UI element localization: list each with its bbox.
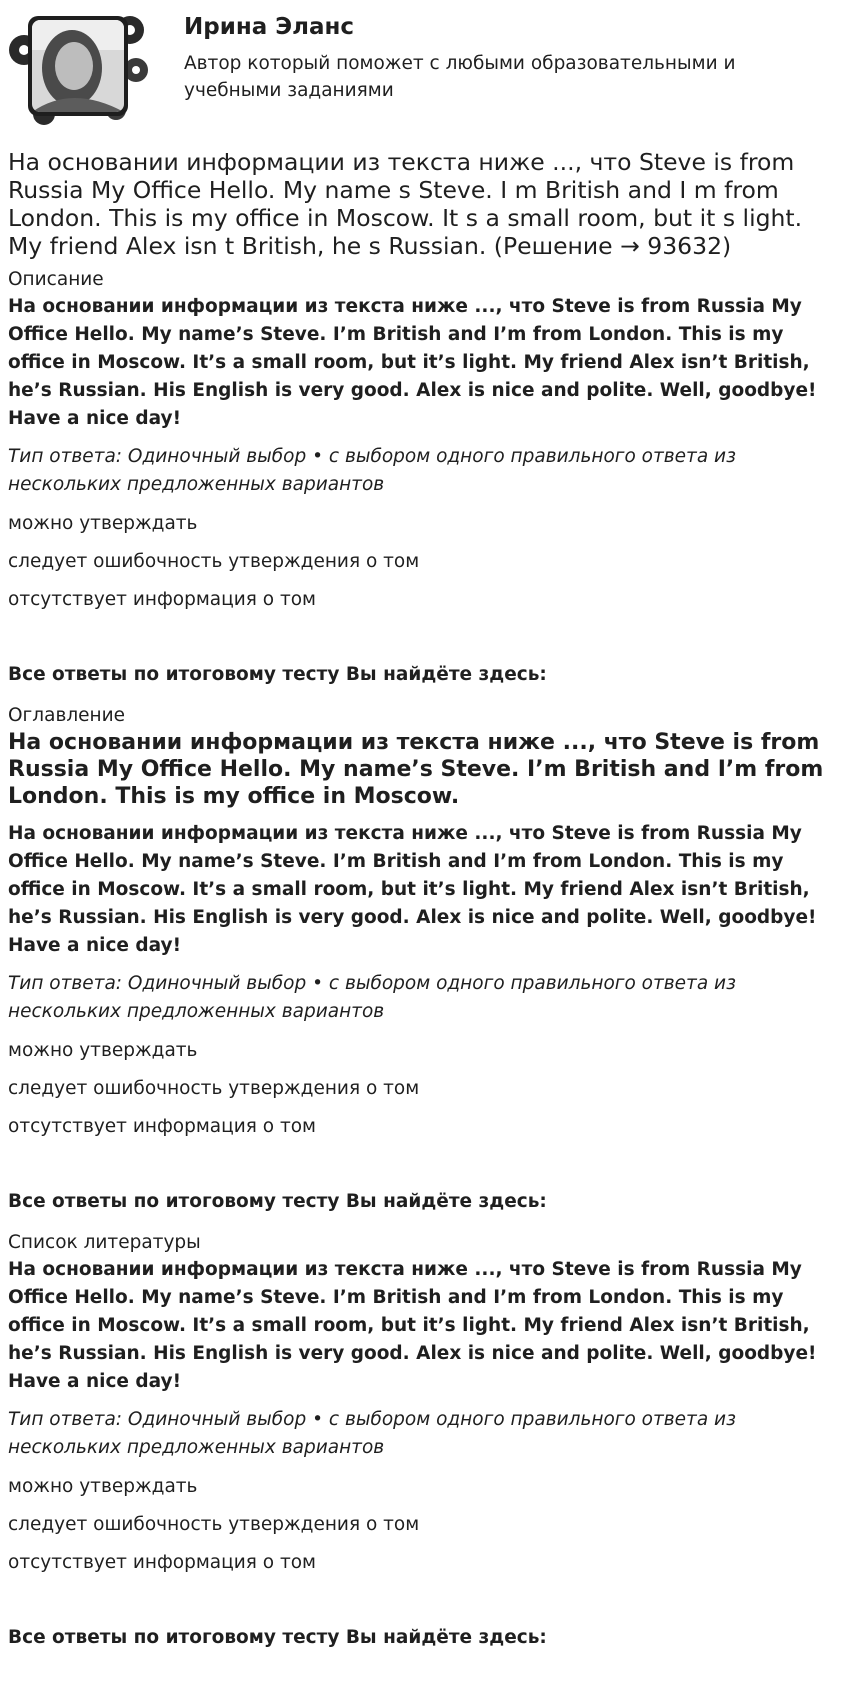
section-label-description: Описание (8, 269, 104, 290)
author-description: Автор который поможет с любыми образовательными и учебными заданиями (184, 53, 736, 101)
contents-heading: На основании информации из текста ниже ..., что Steve is from Russia My Office Hello. My name’s Steve. I’m British and I’m from London. This is my office in Moscow. (8, 730, 824, 809)
author-card (0, 0, 847, 132)
answers-link-text: Все ответы по итоговому тесту Вы найдёте здесь: (8, 1191, 547, 1212)
answer-option: можно утверждать (8, 513, 198, 534)
answer-option: отсутствует информация о том (8, 1116, 316, 1137)
question-text: На основании информации из текста ниже ..., что Steve is from Russia My Office Hello. My name’s Steve. I’m British and I’m from London. This is my office in Moscow. It’s a small room, but it’s light. My friend Alex isn’t British, he’s Russian. His English is very good. Alex is nice and polite. Well, goodbye! Have a nice day! (8, 1259, 817, 1392)
answer-option: следует ошибочность утверждения о том (8, 551, 420, 572)
answer-type: Тип ответа: Одиночный выбор • с выбором одного правильного ответа из нескольких предложенных вариантов (8, 1409, 736, 1458)
main-content (8, 148, 840, 1651)
answer-type: Тип ответа: Одиночный выбор • с выбором одного правильного ответа из нескольких предложенных вариантов (8, 446, 736, 495)
author-avatar (8, 6, 148, 126)
page-title: На основании информации из текста ниже ..., что Steve is from Russia My Office Hello. My name s Steve. I m British and I m from London. This is my office in Moscow. It s a small room, but it s light. My friend Alex isn t British, he s Russian. (Решение → 93632) (8, 148, 803, 260)
author-name: Ирина Эланс (184, 14, 355, 40)
section-label-bibliography: Список литературы (8, 1232, 201, 1253)
answer-option: следует ошибочность утверждения о том (8, 1514, 420, 1535)
question-text: На основании информации из текста ниже ..., что Steve is from Russia My Office Hello. My name’s Steve. I’m British and I’m from London. This is my office in Moscow. It’s a small room, but it’s light. My friend Alex isn’t British, he’s Russian. His English is very good. Alex is nice and polite. Well, goodbye! Have a nice day! (8, 296, 817, 429)
section-label-contents: Оглавление (8, 705, 126, 726)
answer-option: можно утверждать (8, 1476, 198, 1497)
question-text: На основании информации из текста ниже ..., что Steve is from Russia My Office Hello. My name’s Steve. I’m British and I’m from London. This is my office in Moscow. It’s a small room, but it’s light. My friend Alex isn’t British, he’s Russian. His English is very good. Alex is nice and polite. Well, goodbye! Have a nice day! (8, 823, 817, 956)
answer-type: Тип ответа: Одиночный выбор • с выбором одного правильного ответа из нескольких предложенных вариантов (8, 973, 736, 1022)
answer-option: следует ошибочность утверждения о том (8, 1078, 420, 1099)
answer-option: отсутствует информация о том (8, 1552, 316, 1573)
answer-option: отсутствует информация о том (8, 589, 316, 610)
answer-option: можно утверждать (8, 1040, 198, 1061)
answers-link-text: Все ответы по итоговому тесту Вы найдёте здесь: (8, 664, 547, 685)
answers-link-text: Все ответы по итоговому тесту Вы найдёте здесь: (8, 1627, 547, 1648)
